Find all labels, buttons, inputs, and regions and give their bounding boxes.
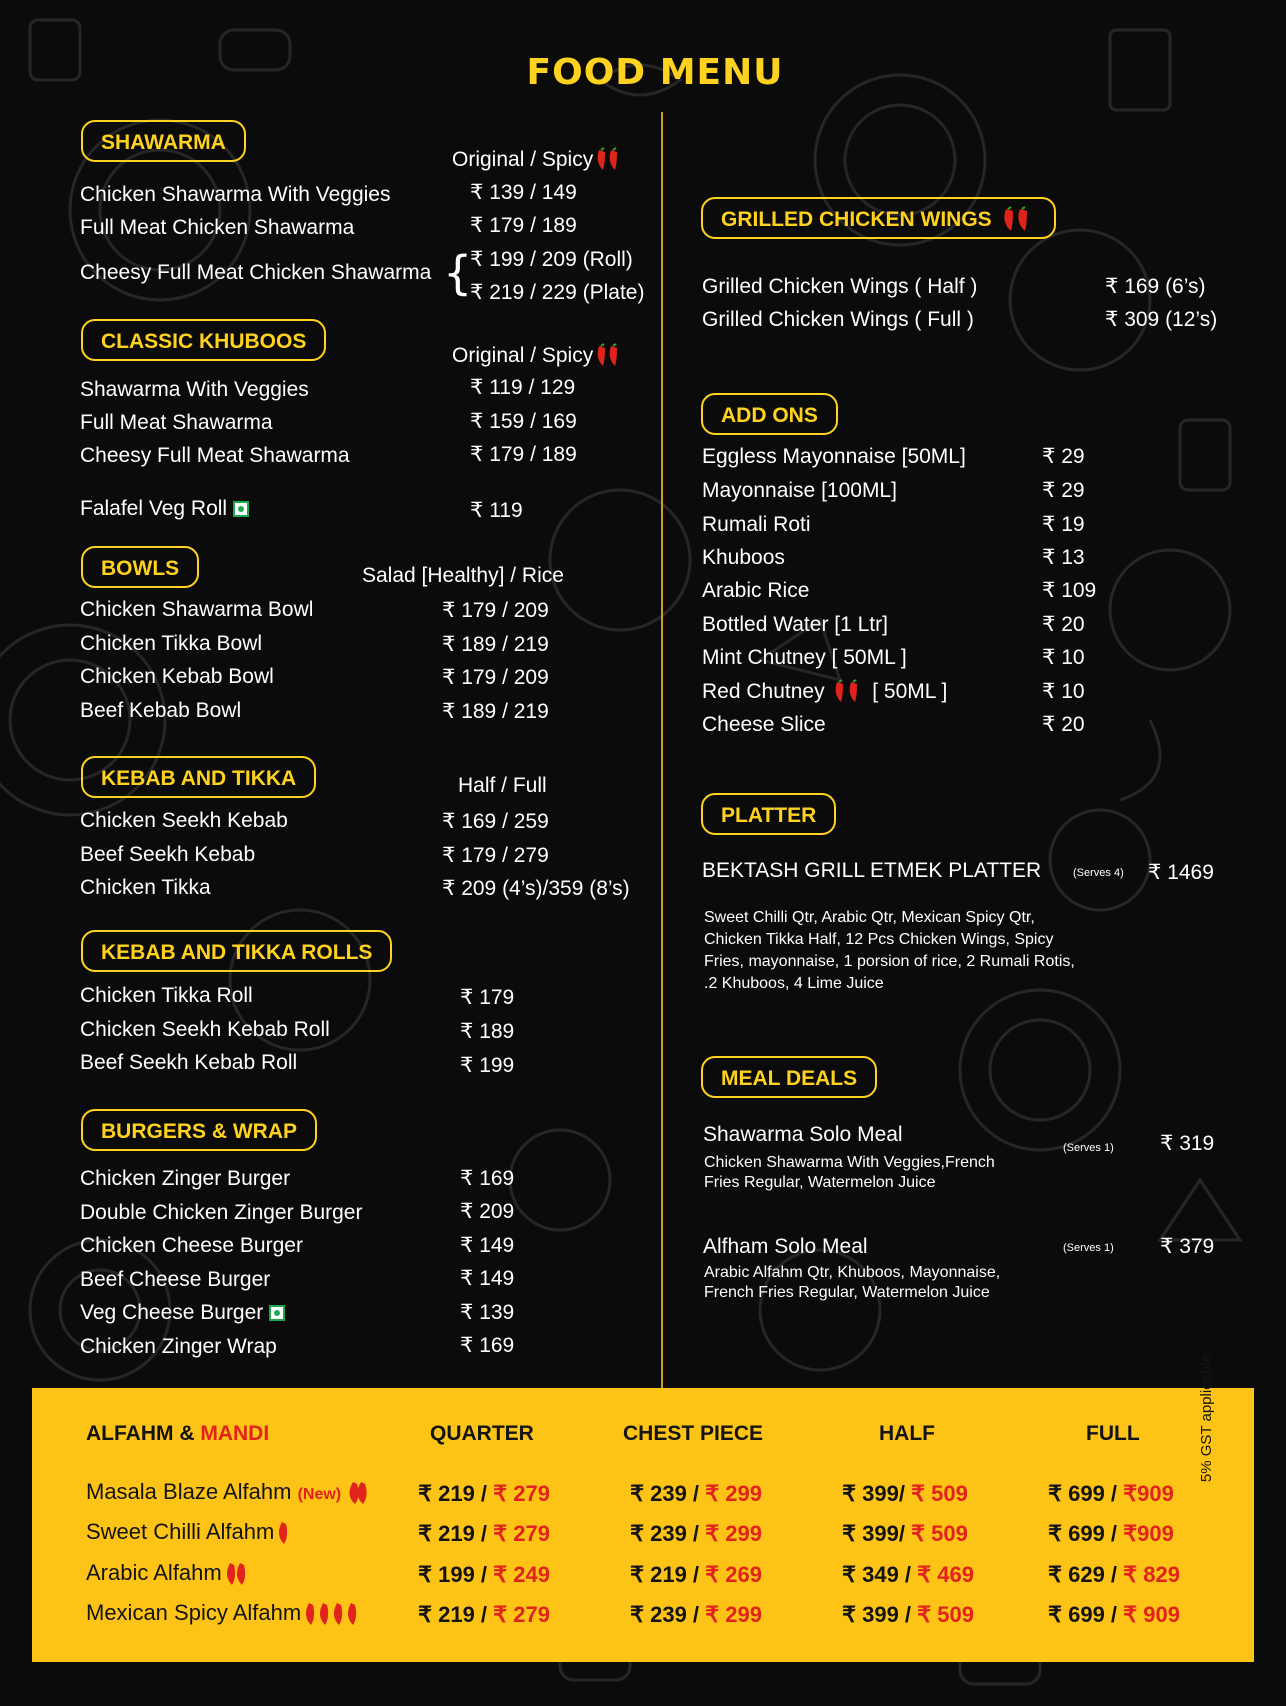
alfahm-row-name: Masala Blaze Alfahm (New) [86, 1479, 369, 1507]
alfahm-title: ALFAHM & MANDI [86, 1422, 270, 1445]
section-badge-khuboos: CLASSIC KHUBOOS [81, 319, 326, 361]
menu-item-price: ₹ 119 [470, 499, 523, 522]
chili-icon [830, 679, 866, 705]
menu-item-name: Cheesy Full Meat Shawarma [80, 444, 350, 467]
menu-item-price: ₹ 309 (12’s) [1105, 308, 1218, 331]
menu-item-price: ₹ 179 / 209 [442, 666, 549, 689]
meal-name: Shawarma Solo Meal [703, 1123, 903, 1146]
column-divider [661, 112, 663, 1390]
alfahm-row-name: Sweet Chilli Alfahm [86, 1519, 292, 1547]
addon-name: Mayonnaise [100ML] [702, 479, 897, 502]
addon-price: ₹ 13 [1042, 546, 1085, 569]
meal-desc-line: Fries Regular, Watermelon Juice [704, 1174, 936, 1191]
platter-desc-line: Sweet Chilli Qtr, Arabic Qtr, Mexican Spicy Qtr, [704, 909, 1035, 926]
menu-item-price: ₹ 169 [460, 1334, 515, 1357]
section-badge-addons: ADD ONS [701, 393, 838, 435]
alfahm-price: ₹ 239 / ₹ 299 [630, 1521, 762, 1546]
veg-mark-icon [269, 1305, 285, 1321]
menu-item-price: ₹ 179 [460, 986, 515, 1009]
platter-desc-line: Chicken Tikka Half, 12 Pcs Chicken Wings, Spicy [704, 931, 1054, 948]
meal-name: Alfham Solo Meal [703, 1235, 868, 1258]
section-badge-rolls: KEBAB AND TIKKA ROLLS [81, 930, 392, 972]
addon-price: ₹ 20 [1042, 713, 1085, 736]
section-badge-kebab: KEBAB AND TIKKA [81, 756, 316, 798]
meal-price: ₹ 379 [1160, 1235, 1215, 1258]
alfahm-price: ₹ 219 / ₹ 279 [418, 1602, 550, 1627]
menu-item-name: Chicken Shawarma With Veggies [80, 183, 391, 206]
alfahm-row-name: Arabic Alfahm [86, 1560, 250, 1588]
addon-price: ₹ 10 [1042, 646, 1085, 669]
alfahm-price: ₹ 239 / ₹ 299 [630, 1602, 762, 1627]
menu-item-price: ₹ 189 / 219 [442, 700, 549, 723]
addon-price: ₹ 29 [1042, 445, 1085, 468]
menu-item-name: Chicken Tikka [80, 876, 211, 899]
addon-name: Cheese Slice [702, 713, 826, 736]
menu-item-name: Chicken Tikka Roll [80, 984, 253, 1007]
menu-item-price: ₹ 179 / 209 [442, 599, 549, 622]
menu-item-name: Beef Seekh Kebab [80, 843, 256, 866]
addon-price: ₹ 19 [1042, 513, 1085, 536]
menu-item-name: Full Meat Chicken Shawarma [80, 216, 355, 239]
gst-note: 5% GST applicable [1198, 1353, 1215, 1483]
bowls-column-header: Salad [Healthy] / Rice [362, 564, 564, 587]
menu-item-veg-burger: Veg Cheese Burger [80, 1300, 285, 1326]
column-header-chest: CHEST PIECE [623, 1422, 764, 1445]
menu-item-name: Beef Kebab Bowl [80, 699, 242, 722]
page-title: FOOD MENU [526, 52, 784, 93]
column-header-half: HALF [879, 1422, 935, 1445]
addon-name: Mint Chutney [ 50ML ] [702, 646, 907, 669]
alfahm-price: ₹ 399 / ₹ 509 [842, 1602, 974, 1627]
alfahm-price: ₹ 219 / ₹ 269 [630, 1562, 762, 1587]
menu-item-price: ₹ 199 [460, 1054, 515, 1077]
brace-symbol: { [443, 246, 473, 300]
menu-item-name: Cheesy Full Meat Chicken Shawarma [80, 261, 432, 284]
chili-icon [593, 343, 623, 369]
meal-desc-line: French Fries Regular, Watermelon Juice [704, 1284, 990, 1301]
menu-item-falafel: Falafel Veg Roll [80, 496, 249, 522]
menu-item-name: Grilled Chicken Wings ( Full ) [702, 308, 974, 331]
platter-desc-line: .2 Khuboos, 4 Lime Juice [704, 975, 884, 992]
addon-price: ₹ 10 [1042, 680, 1085, 703]
alfahm-price: ₹ 399/ ₹ 509 [842, 1521, 968, 1546]
chili-icon [274, 1519, 292, 1547]
alfahm-row-name: Mexican Spicy Alfahm [86, 1600, 363, 1628]
menu-item-name: Beef Seekh Kebab Roll [80, 1051, 298, 1074]
meal-serves: (Serves 1) [1063, 1242, 1114, 1254]
platter-serves: (Serves 4) [1073, 867, 1124, 879]
menu-item-name: Grilled Chicken Wings ( Half ) [702, 275, 978, 298]
addon-name: Bottled Water [1 Ltr] [702, 613, 888, 636]
chili-icon [998, 206, 1036, 234]
addon-name: Arabic Rice [702, 579, 810, 602]
menu-item-price: ₹ 169 [460, 1167, 515, 1190]
meal-serves: (Serves 1) [1063, 1142, 1114, 1154]
addon-price: ₹ 29 [1042, 479, 1085, 502]
menu-item-price: ₹ 169 / 259 [442, 810, 549, 833]
menu-item-name: Chicken Zinger Burger [80, 1167, 291, 1190]
kebab-column-header: Half / Full [458, 774, 547, 797]
alfahm-price: ₹ 399/ ₹ 509 [842, 1481, 968, 1506]
menu-item-name: Chicken Cheese Burger [80, 1234, 303, 1257]
meal-price: ₹ 319 [1160, 1132, 1215, 1155]
menu-item-name: Chicken Kebab Bowl [80, 665, 274, 688]
menu-item-name: Chicken Shawarma Bowl [80, 598, 314, 621]
alfahm-price: ₹ 349 / ₹ 469 [842, 1562, 974, 1587]
alfahm-price: ₹ 219 / ₹ 279 [418, 1521, 550, 1546]
menu-item-price: ₹ 189 / 219 [442, 633, 549, 656]
column-header-quarter: QUARTER [430, 1422, 534, 1445]
alfahm-price: ₹ 239 / ₹ 299 [630, 1481, 762, 1506]
menu-item-price: ₹ 179 / 279 [442, 844, 549, 867]
alfahm-price: ₹ 199 / ₹ 249 [418, 1562, 550, 1587]
section-badge-shawarma: SHAWARMA [81, 120, 246, 162]
alfahm-price: ₹ 699 / ₹909 [1048, 1481, 1174, 1506]
menu-item-price: ₹ 179 / 189 [470, 214, 577, 237]
alfahm-price: ₹ 699 / ₹ 909 [1048, 1602, 1180, 1627]
addon-price: ₹ 20 [1042, 613, 1085, 636]
menu-item-price: ₹ 189 [460, 1020, 515, 1043]
alfahm-price: ₹ 629 / ₹ 829 [1048, 1562, 1180, 1587]
menu-item-price: ₹ 149 [460, 1234, 515, 1257]
menu-item-price: ₹ 169 (6’s) [1105, 275, 1206, 298]
menu-item-price: ₹ 149 [460, 1267, 515, 1290]
menu-item-price: ₹ 139 [460, 1301, 515, 1324]
menu-item-name: Chicken Seekh Kebab [80, 809, 288, 832]
platter-desc-line: Fries, mayonnaise, 1 porsion of rice, 2 Rumali Rotis, [704, 953, 1075, 970]
menu-item-price: ₹ 209 (4’s)/359 (8’s) [442, 877, 630, 900]
chili-icon [341, 1479, 369, 1507]
menu-item-price: ₹ 159 / 169 [470, 410, 577, 433]
section-badge-bowls: BOWLS [81, 546, 199, 588]
menu-item-name: Double Chicken Zinger Burger [80, 1201, 363, 1224]
meal-desc-line: Arabic Alfahm Qtr, Khuboos, Mayonnaise, [704, 1264, 1001, 1281]
khuboos-column-header: Original / Spicy [452, 343, 623, 369]
chili-icon [301, 1600, 363, 1628]
menu-item-price: ₹ 139 / 149 [470, 181, 577, 204]
shawarma-column-header: Original / Spicy [452, 147, 623, 173]
chili-icon [593, 147, 623, 173]
section-badge-meals: MEAL DEALS [701, 1056, 877, 1098]
addon-name: Eggless Mayonnaise [50ML] [702, 445, 966, 468]
menu-item-name: Shawarma With Veggies [80, 378, 309, 401]
section-badge-burgers: BURGERS & WRAP [81, 1109, 317, 1151]
addon-price: ₹ 109 [1042, 579, 1097, 602]
menu-item-price: ₹ 219 / 229 (Plate) [470, 281, 645, 304]
addon-name: Rumali Roti [702, 513, 811, 536]
alfahm-price: ₹ 699 / ₹909 [1048, 1521, 1174, 1546]
section-badge-platter: PLATTER [701, 793, 836, 835]
menu-item-price: ₹ 179 / 189 [470, 443, 577, 466]
meal-desc-line: Chicken Shawarma With Veggies,French [704, 1154, 995, 1171]
menu-item-name: Chicken Seekh Kebab Roll [80, 1018, 330, 1041]
menu-item-name: Beef Cheese Burger [80, 1268, 271, 1291]
veg-mark-icon [233, 501, 249, 517]
addon-red-chutney: Red Chutney [ 50ML ] [702, 679, 947, 705]
menu-item-name: Full Meat Shawarma [80, 411, 273, 434]
menu-item-name: Chicken Tikka Bowl [80, 632, 263, 655]
platter-price: ₹ 1469 [1148, 861, 1214, 884]
menu-item-price: ₹ 209 [460, 1200, 515, 1223]
menu-item-name: Chicken Zinger Wrap [80, 1335, 277, 1358]
column-header-full: FULL [1086, 1422, 1140, 1445]
alfahm-price: ₹ 219 / ₹ 279 [418, 1481, 550, 1506]
addon-name: Khuboos [702, 546, 785, 569]
chili-icon [222, 1560, 250, 1588]
menu-item-price: ₹ 199 / 209 (Roll) [470, 248, 633, 271]
section-badge-wings: GRILLED CHICKEN WINGS [701, 197, 1056, 239]
platter-name: BEKTASH GRILL ETMEK PLATTER [702, 859, 1042, 882]
menu-item-price: ₹ 119 / 129 [470, 376, 576, 399]
